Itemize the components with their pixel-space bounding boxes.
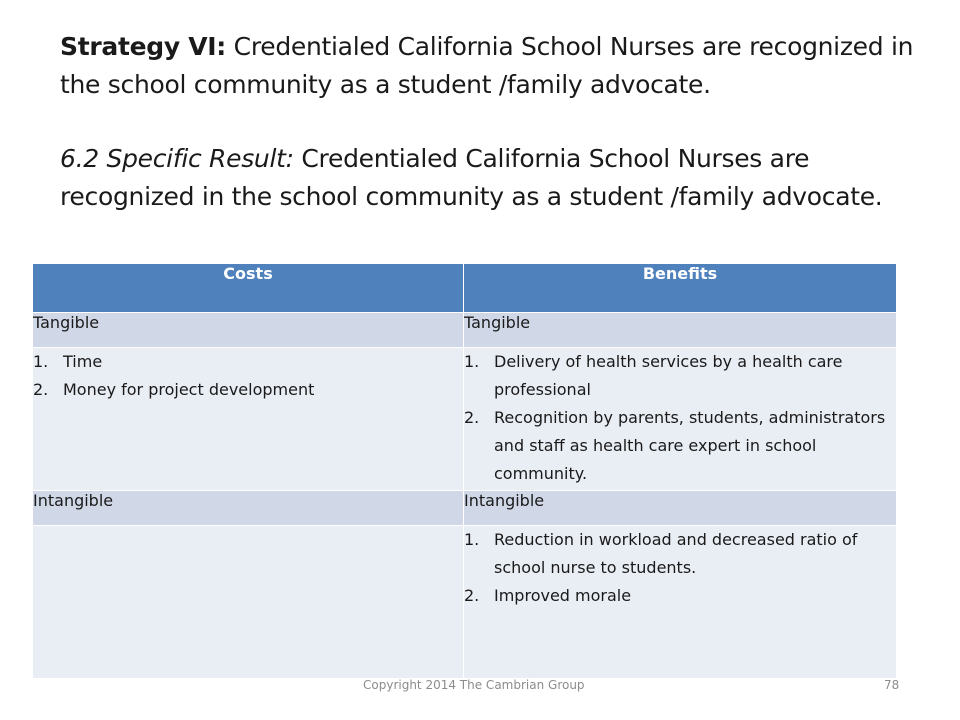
tangible-costs-list: [33, 348, 463, 404]
tangible-benefits-label: Tangible: [464, 313, 897, 348]
list-item: 1. Delivery of health services by a health care professional: [464, 352, 843, 399]
list-item: 2. Improved morale: [464, 586, 632, 605]
intangible-costs-cell: [33, 526, 464, 679]
intangible-benefits-cell: [464, 526, 897, 679]
intangible-benefits-label: Intangible: [464, 491, 897, 526]
list-item: 1. Reduction in workload and decreased ratio of school nurse to students.: [464, 530, 858, 577]
intangible-costs-label: Intangible: [33, 491, 464, 526]
intangible-benefits-list: [464, 526, 896, 610]
copyright-text: Copyright 2014 The Cambrian Group: [363, 678, 585, 692]
specific-result: [60, 140, 920, 216]
header-row: [33, 264, 897, 313]
strategy-label: Strategy VI:: [60, 32, 227, 61]
header-benefits: Benefits: [464, 264, 897, 313]
strategy-title: [60, 28, 920, 104]
tangible-costs-label: Tangible: [33, 313, 464, 348]
tangible-benefits-list: [464, 348, 896, 488]
specific-result-label: 6.2 Specific Result:: [60, 144, 294, 173]
list-item: 2. Money for project development: [33, 380, 315, 399]
intangible-items-row: [33, 526, 897, 679]
list-item: 1. Time: [33, 352, 103, 371]
list-item: 2. Recognition by parents, students, administrators and staff as health care expert in school community.: [464, 408, 886, 483]
page-number: 78: [884, 678, 900, 692]
tangible-items-row: [33, 348, 897, 491]
intangible-row: [33, 491, 897, 526]
strategy-text: Credentialed California School Nurses are recognized in the school community as a student /family advocate.: [60, 32, 914, 99]
tangible-benefits-cell: [464, 348, 897, 491]
tangible-row: [33, 313, 897, 348]
tangible-costs-cell: [33, 348, 464, 491]
specific-result-text: Credentialed California School Nurses are recognized in the school community as a student /family advocate.: [60, 144, 883, 211]
cost-benefit-table: [32, 263, 897, 679]
header-costs: Costs: [33, 264, 464, 313]
